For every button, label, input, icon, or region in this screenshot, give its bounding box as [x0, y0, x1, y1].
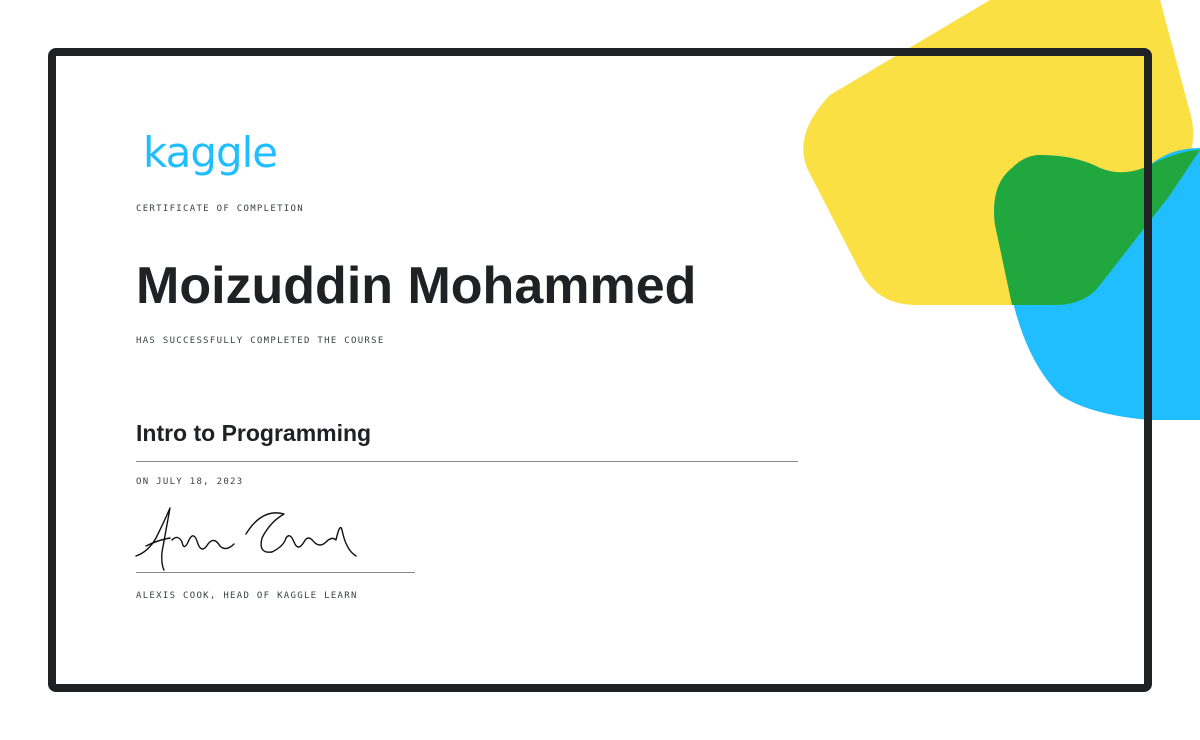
signature-divider	[136, 572, 415, 573]
kaggle-logo: kaggle	[143, 128, 278, 177]
signature	[134, 500, 364, 572]
signer-line: ALEXIS COOK, HEAD OF KAGGLE LEARN	[136, 591, 358, 601]
course-name: Intro to Programming	[136, 420, 372, 446]
completion-date: ON JULY 18, 2023	[136, 477, 244, 487]
recipient-name: Moizuddin Mohammed	[136, 257, 697, 315]
certificate-title-label: CERTIFICATE OF COMPLETION	[136, 204, 304, 214]
completed-course-label: HAS SUCCESSFULLY COMPLETED THE COURSE	[136, 336, 385, 346]
course-divider	[136, 461, 798, 462]
